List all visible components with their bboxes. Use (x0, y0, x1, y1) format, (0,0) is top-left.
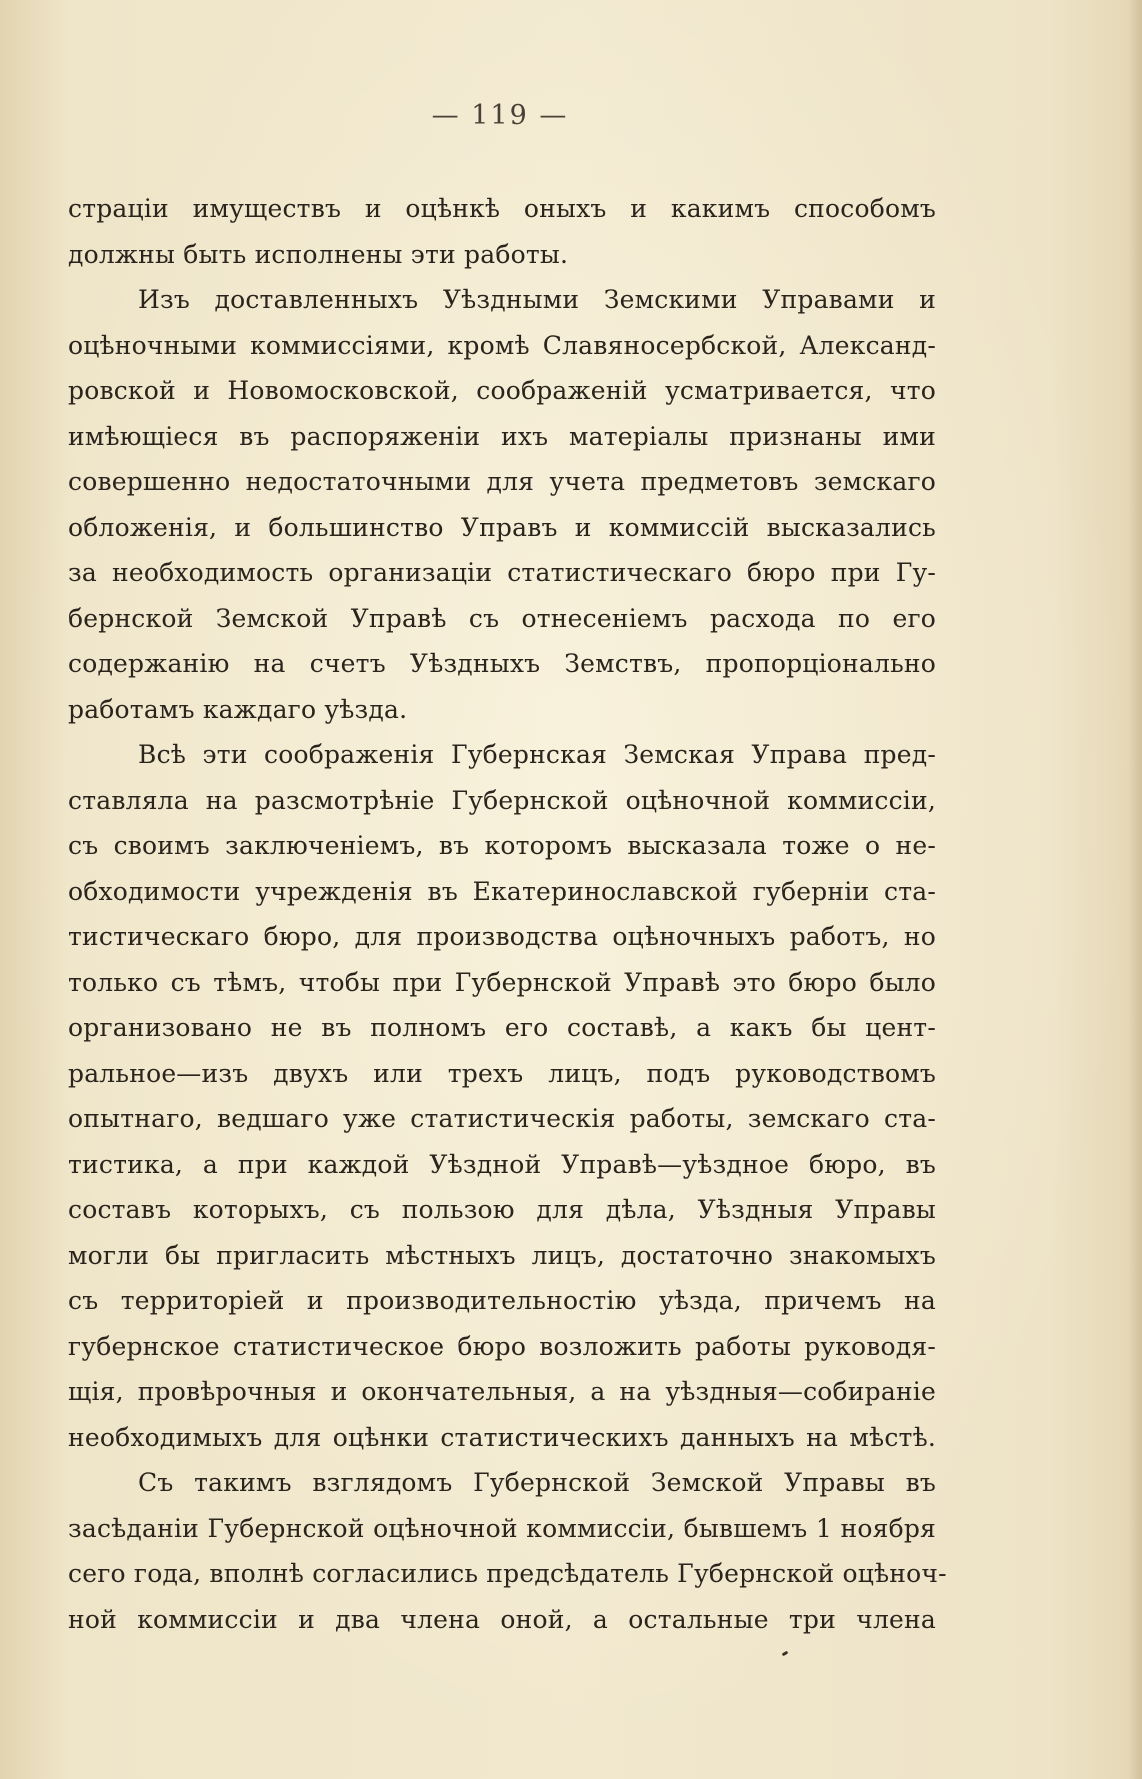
text-line: губернское статистическое бюро возложить работы руководя- (68, 1331, 936, 1361)
text-line: ральное—изъ двухъ или трехъ лицъ, подъ руководствомъ (68, 1058, 936, 1088)
text-line: оцѣночными коммиссіями, кромѣ Славяносербской, Александ- (68, 330, 936, 360)
text-line: содержанію на счетъ Уѣздныхъ Земствъ, пропорціонально (68, 649, 936, 678)
text-line: ной коммиссіи и два члена оной, а остальные три члена (68, 1604, 936, 1634)
text-line: могли бы пригласить мѣстныхъ лицъ, достаточно знакомыхъ (68, 1240, 936, 1270)
text-line: съ территоріей и производительностію уѣзда, причемъ на (68, 1286, 936, 1315)
text-line: обложенія, и большинство Управъ и коммиссій высказались (68, 512, 936, 542)
text-line: съ своимъ заключеніемъ, въ которомъ высказала тоже о не- (68, 831, 936, 860)
ink-speck (782, 1651, 789, 1657)
paragraph-start-line: Всѣ эти соображенія Губернская Земская Управа пред- (138, 740, 936, 769)
text-line: работамъ каждаго уѣзда. (68, 694, 408, 724)
text-line: составъ которыхъ, съ пользою для дѣла, Уѣздныя Управы (68, 1195, 936, 1224)
page-number: — 119 — (431, 100, 569, 131)
text-line: только съ тѣмъ, чтобы при Губернской Управѣ это бюро было (68, 967, 936, 997)
text-line: тистика, а при каждой Уѣздной Управѣ—уѣздное бюро, въ (68, 1149, 936, 1179)
text-line: совершенно недостаточными для учета предметовъ земскаго (68, 467, 936, 496)
text-line: необходимыхъ для оцѣнки статистическихъ данныхъ на мѣстѣ. (68, 1422, 936, 1452)
text-line: щія, провѣрочныя и окончательныя, а на уѣздныя—собираніе (68, 1377, 936, 1406)
text-line: опытнаго, ведшаго уже статистическія работы, земскаго ста- (68, 1104, 936, 1133)
text-line: организовано не въ полномъ его составѣ, а какъ бы цент- (68, 1013, 936, 1042)
paragraph-start-line: Изъ доставленныхъ Уѣздными Земскими Управами и (138, 285, 936, 314)
text-line: имѣющіеся въ распоряженіи ихъ матеріалы признаны ими (68, 421, 936, 451)
text-line: сего года, вполнѣ согласились предсѣдатель Губернской оцѣноч- (68, 1559, 947, 1588)
text-line: обходимости учрежденія въ Екатеринославской губерніи ста- (68, 876, 936, 906)
body-text (68, 186, 947, 1642)
paragraph-start-line: Съ такимъ взглядомъ Губернской Земской Управы въ (138, 1468, 936, 1497)
text-line: ставляла на разсмотрѣніе Губернской оцѣночной коммиссіи, (68, 785, 936, 815)
text-line: ровской и Новомосковской, соображеній усматривается, что (68, 376, 936, 405)
text-line: страціи имуществъ и оцѣнкѣ оныхъ и какимъ способомъ (68, 194, 936, 223)
text-line: должны быть исполнены эти работы. (68, 239, 569, 269)
text-line: бернской Земской Управѣ съ отнесеніемъ расхода по его (68, 603, 936, 633)
text-line: тистическаго бюро, для производства оцѣночныхъ работъ, но (68, 922, 936, 951)
text-line: засѣданіи Губернской оцѣночной коммиссіи, бывшемъ 1 ноября (68, 1513, 936, 1543)
text-line: за необходимость организаціи статистическаго бюро при Гу- (68, 558, 936, 587)
